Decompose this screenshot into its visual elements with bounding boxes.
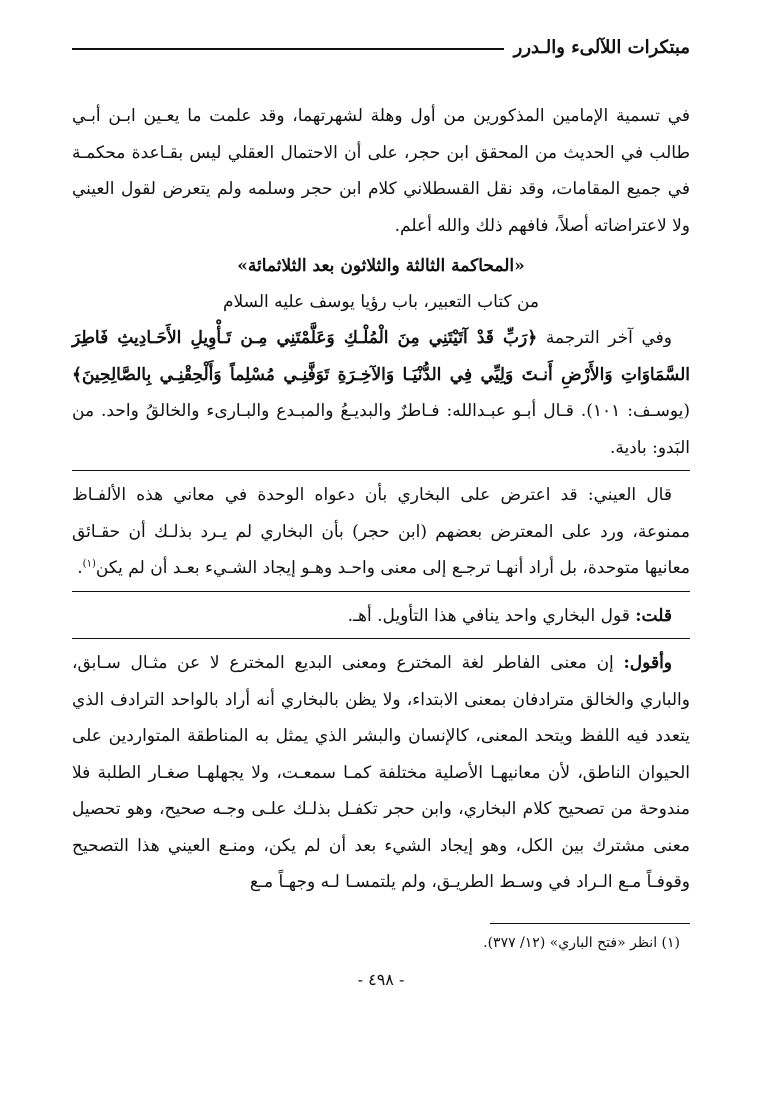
page-number: - ٤٩٨ - — [357, 969, 405, 989]
paragraph-2-rest: (يوسـف: ١٠١). قـال أبـو عبـدالله: فـاطرٌ والبديـعُ والمبـدع والبـارىء والخالقُ واحد. من البَدو: بادية. — [72, 401, 690, 458]
paragraph-2-intro: وفي آخر الترجمة — [537, 328, 672, 348]
footnote-rule — [490, 923, 690, 924]
header-rule — [72, 48, 504, 50]
paragraph-5 — [72, 645, 690, 901]
section-divider — [72, 470, 690, 471]
quran-verse: ﴿رَبِّ قَدْ آتَيْتَنِي مِنَ الْمُلْـكِ وَعَلَّمْتَنِي مِـن تَـأْوِيلِ الأَحَـادِيثِ فَاطِرَ السَّمَاوَاتِ وَالأَرْضِ أَنـتَ وَلِيِّي فِي الدُّنْيَـا وَالآخِـرَةِ تَوَفَّنِـي مُسْلِماً وَأَلْحِقْنِـي بِالصَّالِحِينَ﴾ — [72, 328, 690, 385]
paragraph-1: في تسمية الإمامين المذكورين من أول وهلة لشهرتهما، وقد علمت ما يعـين ابـن أبـي طالب في الحديث من المحقق ابن حجر، على أن الاحتمال العقلي ليس بقـاعدة محكمـة في جميع المقامات، وقد نقل القسطلاني كلام ابن حجر وسلمه ولم يتعرض لقول العيني ولا لاعتراضاته أصلاً، فافهم ذلك والله أعلم. — [72, 106, 690, 236]
section-subheading: من كتاب التعبير، باب رؤيا يوسف عليه السلام — [223, 292, 539, 312]
paragraph-2 — [72, 320, 690, 466]
footnote: (١) انظر «فتح الباري» (١٢/ ٣٧٧). — [483, 934, 680, 951]
paragraph-3-text: قال العيني: قد اعترض على البخاري بأن دعواه الوحدة في معاني هذه الألفـاظ ممنوعة، ورد على المعترض بعضهم (ابن حجر) بأن البخاري لم يـرد بذلـك أن حقـائق معانيها متوحدة، بل أراد أنهـا ترجـع إلى معنى واحـد وهـو إيجاد الشـيء بعـد أن لم يكن — [72, 485, 690, 578]
paragraph-5-text: إن معنى الفاطر لغة المخترع ومعنى البديع المخترع لا عن مثـال سـابق، والباري والخالق مترادفان بمعنى الابتداء، ولا يظن بالبخاري أنه أراد بالواحد الترادف الذي يتعدد فيه اللفظ ويتحد المعنى، كالإنسان والبشر الذي يمثل به المناطقة المتواردين على الحيوان الناطق، لأن معانيهـا الأصلية مختلفة كمـا سمعـت، ولا يجهلهـا صغـار الطلبة فلا مندوحة من تصحيح كلام البخاري، وابن حجر تكفـل بذلـك علـى وجـه صحيح، وهو تحصيل معنى مشترك بين الكل، وهو إيجاد الشيء بعد أن لم يكن، ومنـع العيني هذا التصحيح وقوفـاً مـع الـراد في وسـط الطريـق، ولم يلتمسـا لـه وجهـاً مـع — [72, 653, 690, 892]
running-header — [72, 28, 690, 58]
paragraph-3-tail: . — [77, 558, 83, 578]
section-heading: «المحاكمة الثالثة والثلاثون بعد الثلاثمائة» — [237, 256, 525, 276]
paragraph-4 — [72, 598, 690, 635]
section-divider — [72, 591, 690, 592]
paragraph-5-lead: وأقول: — [623, 653, 672, 673]
paragraph-4-lead: قلت: — [635, 605, 672, 626]
paragraph-3 — [72, 477, 690, 587]
book-title: مبتكرات اللآلىء والـدرر — [513, 37, 690, 58]
footnote-reference: (١) — [82, 558, 96, 570]
paragraph-4-text: قول البخاري واحد ينافي هذا التأويل. أهـ. — [347, 605, 636, 626]
section-divider — [72, 638, 690, 639]
book-page — [72, 28, 690, 1078]
